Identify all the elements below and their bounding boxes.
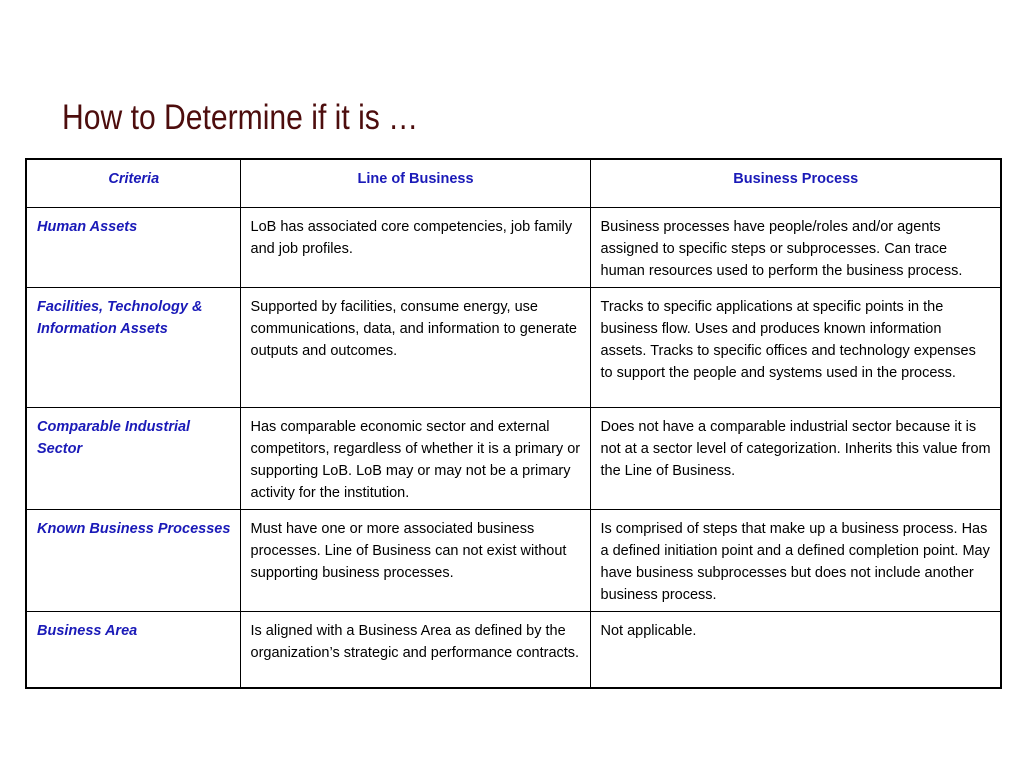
criterion-cell: Comparable Industrial Sector: [26, 408, 240, 510]
table-row-facilities-technology: [26, 288, 1001, 408]
business-process-cell: Tracks to specific applications at specific points in the business flow. Uses and produces known information assets. Tracks to specific offices and technology expenses to support the people and systems used in the process.: [590, 288, 1001, 408]
business-process-cell: Is comprised of steps that make up a business process. Has a defined initiation point and a defined completion point. May have business subprocesses but does not include another business process.: [590, 510, 1001, 612]
criterion-cell: Human Assets: [26, 208, 240, 288]
comparison-table: [25, 158, 1002, 689]
header-business-process: Business Process: [590, 159, 1001, 208]
table-row-comparable-industrial-sector: [26, 408, 1001, 510]
business-process-cell: Does not have a comparable industrial sector because it is not at a sector level of categorization. Inherits this value from the Line of Business.: [590, 408, 1001, 510]
slide-title: How to Determine if it is …: [62, 98, 419, 137]
header-row: [26, 159, 1001, 208]
criterion-cell: Known Business Processes: [26, 510, 240, 612]
business-process-cell: Not applicable.: [590, 612, 1001, 689]
line-of-business-cell: Supported by facilities, consume energy, use communications, data, and information to generate outputs and outcomes.: [240, 288, 590, 408]
criterion-cell: Facilities, Technology & Information Assets: [26, 288, 240, 408]
line-of-business-cell: Is aligned with a Business Area as defined by the organization’s strategic and performance contracts.: [240, 612, 590, 689]
table-row-known-business-processes: [26, 510, 1001, 612]
table-row-business-area: [26, 612, 1001, 689]
criterion-cell: Business Area: [26, 612, 240, 689]
line-of-business-cell: Must have one or more associated business processes. Line of Business can not exist without supporting business processes.: [240, 510, 590, 612]
table-row-human-assets: [26, 208, 1001, 288]
line-of-business-cell: LoB has associated core competencies, job family and job profiles.: [240, 208, 590, 288]
header-criteria: Criteria: [26, 159, 240, 208]
business-process-cell: Business processes have people/roles and/or agents assigned to specific steps or subprocesses. Can trace human resources used to perform the business process.: [590, 208, 1001, 288]
header-line-of-business: Line of Business: [240, 159, 590, 208]
line-of-business-cell: Has comparable economic sector and external competitors, regardless of whether it is a primary or supporting LoB. LoB may or may not be a primary activity for the institution.: [240, 408, 590, 510]
